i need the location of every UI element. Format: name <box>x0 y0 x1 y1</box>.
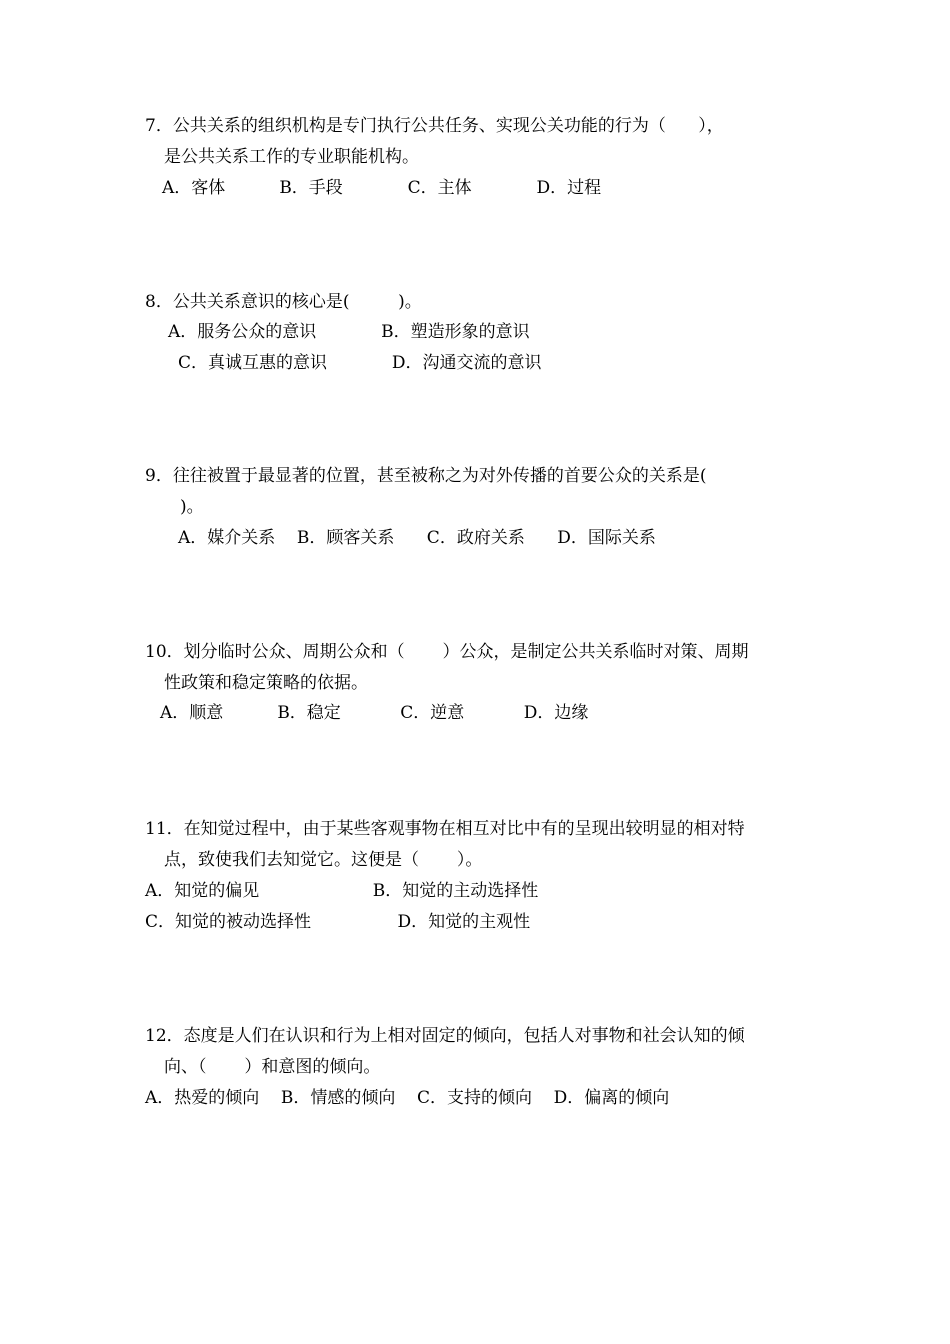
question-11-options-line2: C．知觉的被动选择性 D．知觉的主观性 <box>145 912 531 932</box>
question-9-stem-line1: 9．往往被置于最显著的位置，甚至被称之为对外传播的首要公众的关系是( <box>145 466 707 486</box>
question-10-stem-line1: 10．划分临时公众、周期公众和（ ）公众，是制定公共关系临时对策、周期 <box>145 642 749 662</box>
question-8-stem-line1: 8．公共关系意识的核心是( )。 <box>145 292 422 312</box>
question-7-stem-line1: 7．公共关系的组织机构是专门执行公共任务、实现公关功能的行为（ ）， <box>145 116 724 136</box>
question-9-options: A．媒介关系 B．顾客关系 C．政府关系 D．国际关系 <box>178 528 656 548</box>
question-11-stem-line2: 点，致使我们去知觉它。这便是（ ）。 <box>164 850 483 870</box>
question-11-options-line1: A．知觉的偏见 B．知觉的主动选择性 <box>145 881 539 901</box>
question-9-stem-line2: )。 <box>180 497 204 517</box>
question-12-stem-line2: 向、（ ）和意图的倾向。 <box>164 1057 381 1077</box>
question-10-options: A．顺意 B．稳定 C．逆意 D．边缘 <box>160 703 589 723</box>
question-7-stem-line2: 是公共关系工作的专业职能机构。 <box>164 147 419 167</box>
question-10-stem-line2: 性政策和稳定策略的依据。 <box>164 673 368 693</box>
question-8-options-line1: A．服务公众的意识 B．塑造形象的意识 <box>168 322 530 342</box>
question-7-options: A．客体 B．手段 C．主体 D．过程 <box>162 178 602 198</box>
question-8-options-line2: C．真诚互惠的意识 D．沟通交流的意识 <box>178 353 542 373</box>
question-11-stem-line1: 11．在知觉过程中，由于某些客观事物在相互对比中有的呈现出较明显的相对特 <box>145 819 745 839</box>
question-12-options: A．热爱的倾向 B．情感的倾向 C．支持的倾向 D．偏离的倾向 <box>145 1088 670 1108</box>
question-12-stem-line1: 12．态度是人们在认识和行为上相对固定的倾向，包括人对事物和社会认知的倾 <box>145 1026 745 1046</box>
